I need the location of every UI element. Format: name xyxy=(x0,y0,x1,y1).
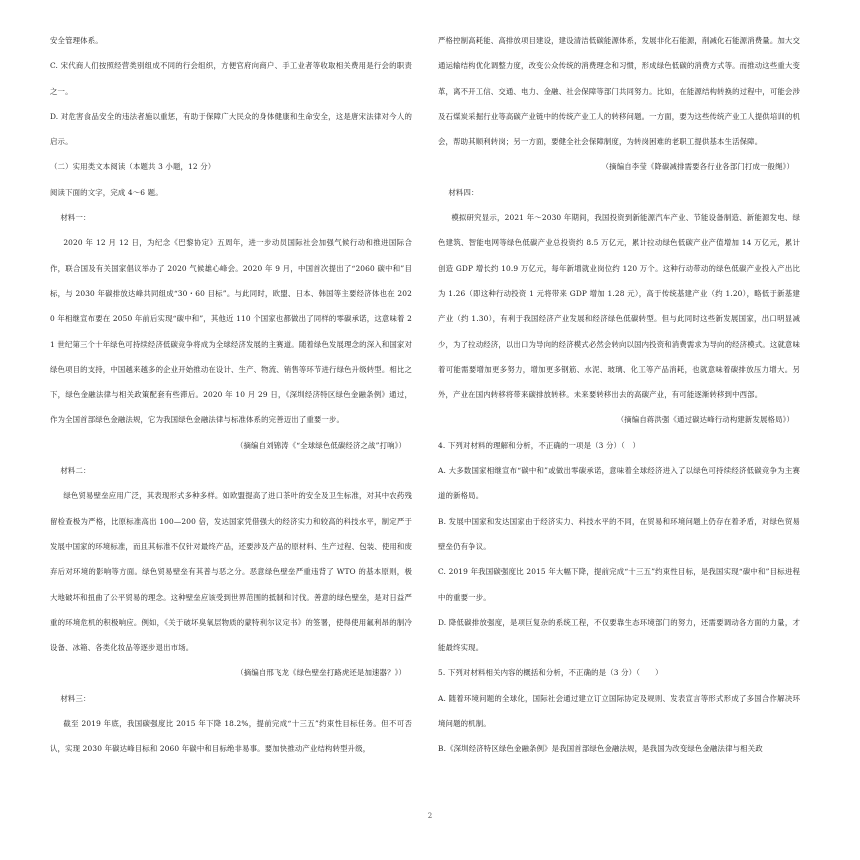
paragraph: 阅读下面的文字，完成 4～6 题。 xyxy=(50,187,163,197)
source-citation: （摘编自蒋洪强《通过碳达峰行动构建新发展格局》） xyxy=(616,415,794,425)
paragraph: D. 降低碳排放强度，是项巨复杂的系统工程，不仅要靠生态环境部门的努力，还需要调动各方面的力量，才能最终实现。 xyxy=(438,617,800,653)
paragraph: 2020 年 12 月 12 日，为纪念《巴黎协定》五周年，进一步动员国际社会加强气候行动和推进国际合作，联合国及有关国家倡议举办了 2020 气候雄心峰会。2020 年 9 月，中国首次提出了“2060 碳中和”目标，与 2030 年碳排放达峰共同组成“30・60 目标”。与此同时，欧盟、日本、韩国等主要经济体也在 2020 年相继宣布要在 2050 年前后实现“碳中和”，其他近 110 个国家也都做出了同样的零碳承诺，这意味着 21 世纪第三个十年绿色可持续经济低碳竞争将成为全球经济发展的主赛道。随着绿色发展理念的深入和国家对绿色项目的支持，中国越来越多的企业开始推动在设计、生产、物流、销售等环节进行绿色升级转型。相比之下，绿色金融法律与相关政策配套有些滞后。2020 年 10 月 29 日，《深圳经济特区绿色金融条例》通过，作为全国首部绿色金融法规，它为我国绿色金融法律与标准体系的完善迈出了重要一步。 xyxy=(50,238,412,425)
paragraph: C. 2019 年我国碳强度比 2015 年大幅下降，提前完成“十三五”约束性目标，是我国实现“碳中和”目标进程中的重要一步。 xyxy=(438,567,800,602)
material-label: 材料一： xyxy=(60,213,91,223)
paragraph: 安全管理体系。 xyxy=(50,36,103,45)
left-column xyxy=(50,28,412,762)
paragraph: 严格控制高耗能、高排放项目建设，建设清洁低碳能源体系，发展非化石能源，削减化石能源消费量。加大交通运输结构优化调整力度，改变公众传统的消费理念和习惯，形成绿色低碳的消费方式等。而推动这些重大变革，离不开工信、交通、电力、金融、社会保障等部门共同努力。比如，在能源结构转换的过程中，可能会涉及石煤炭采掘行业等高碳产业链中的传统产业工人的转移问题。一方面，要为这些传统产业工人提供培训的机会，帮助其顺利转岗；另一方面，要健全社会保障制度，为转岗困难的老职工提供基本生活保障。 xyxy=(438,36,800,147)
source-citation: （摘编自邢飞龙《绿色壁垒打路虎还是加速器？》） xyxy=(236,668,406,678)
material-label: 材料四： xyxy=(448,187,479,197)
paragraph: 4. 下列对材料的理解和分析，不正确的一项是（3 分）（ ） xyxy=(438,440,641,450)
source-citation: （摘编自李莹《降碳减排需要各行业各部门打成一般绳》） xyxy=(601,162,794,172)
material-label: 材料三： xyxy=(60,693,91,703)
material-label: 材料二： xyxy=(60,466,91,476)
paragraph: A. 随着环境问题的全球化，国际社会通过建立订立国际协定及规则、发表宣言等形式形成了多国合作解决环境问题的机制。 xyxy=(438,693,800,729)
paragraph: 绿色贸易壁垒应用广泛，其表现形式多种多样。如欧盟提高了进口茶叶的安全及卫生标准，对其中农药残留检查极为严格，比原标准高出 100—200 倍，发达国家凭借强大的经济实力和较高的科技水平，制定严于发展中国家的环境标准，而且其标准不仅针对最终产品，还要涉及产品的原材料、生产过程、包装、使用和废弃后对环境的影响等方面。绿色贸易壁垒有其普与恶之分。恶意绿色壁垒严重违背了 WTO 的基本原则，极大地破坏和扭曲了公平贸易的理念。这种壁垒应该受到世界范围的抵制和讨伐。善意的绿色壁垒，是对日益严重的环境危机的积极响应。例如，《关于破坏臭氧层物质的蒙特利尔议定书》的签署，使得使用氟利昂的制冷设备、冰箱、各类化妆品等逐步退出市场。 xyxy=(50,491,412,653)
paragraph: C. 宋代商人们按照经营类别组成不同的行会组织，方便官府向商户、手工业者等收取相关费用是行会的职责之一。 xyxy=(50,61,412,96)
paragraph: B. 发展中国家和发达国家由于经济实力、科技水平的不同，在贸易和环境问题上仍存在着矛盾，对绿色贸易壁垒仍有争议。 xyxy=(438,516,800,551)
page-number: 2 xyxy=(427,812,433,820)
right-column xyxy=(438,28,800,762)
paragraph: 5. 下列对材料相关内容的概括和分析，不正确的是（3 分）（ ） xyxy=(438,668,663,678)
paragraph: （二）实用类文本阅读（本题共 3 小题，12 分） xyxy=(50,162,216,172)
paragraph: 模拟研究显示，2021 年～2030 年期间，我国投资到新能源汽车产业、节能设备制造、新能源发电、绿色建筑、智能电网等绿色低碳产业总投资约 8.5 万亿元，累计拉动绿色低碳产业产值增加 14 万亿元，累计创造 GDP 增长约 10.9 万亿元，每年新增就业岗位约 120 万个。这种行动带动的绿色低碳产业投入产出比为 1.26（即这种行动投资 1 元将带来 GDP 增加 1.28 元），高于传统基建产业（约 1.20），略低于新基建产业（约 1.30），有利于我国经济产业发展和经济绿色低碳转型。但与此同时这些新发展国家，出口明显减少，为了拉动经济，以出口为导向的经济模式必然会转向以国内投资和消费需求为导向的经济模式。这就意味着可能需要增加更多努力，增加更多钢筋、水泥、玻璃、化工等产品消耗，也就意味着碳排放压力增大。另外，产业在国内转移将带来碳排放转移。未来要转移出去的高碳产业，有可能逐渐转移到中西部。 xyxy=(438,213,800,400)
paragraph: A. 大多数国家相继宣布“碳中和”或做出零碳承诺，意味着全球经济进入了以绿色可持续经济低碳竞争为主赛道的新格局。 xyxy=(438,466,800,501)
paragraph: D. 对危害食品安全的违法者施以重惩，有助于保障广大民众的身体健康和生命安全，这是唐宋法律对今人的启示。 xyxy=(50,111,412,147)
paragraph: B.《深圳经济特区绿色金融条例》是我国首部绿色金融法规，是我国为改变绿色金融法律与相关政 xyxy=(438,744,763,754)
source-citation: （摘编自刘锦涛《“全球绿色低碳经济之战”打响》） xyxy=(235,440,406,450)
paragraph: 截至 2019 年底，我国碳强度比 2015 年下降 18.2%，提前完成“十三五”约束性目标任务。但不可否认，实现 2030 年碳达峰目标和 2060 年碳中和目标绝非易事。要加快推动产业结构转型升级， xyxy=(50,719,412,754)
